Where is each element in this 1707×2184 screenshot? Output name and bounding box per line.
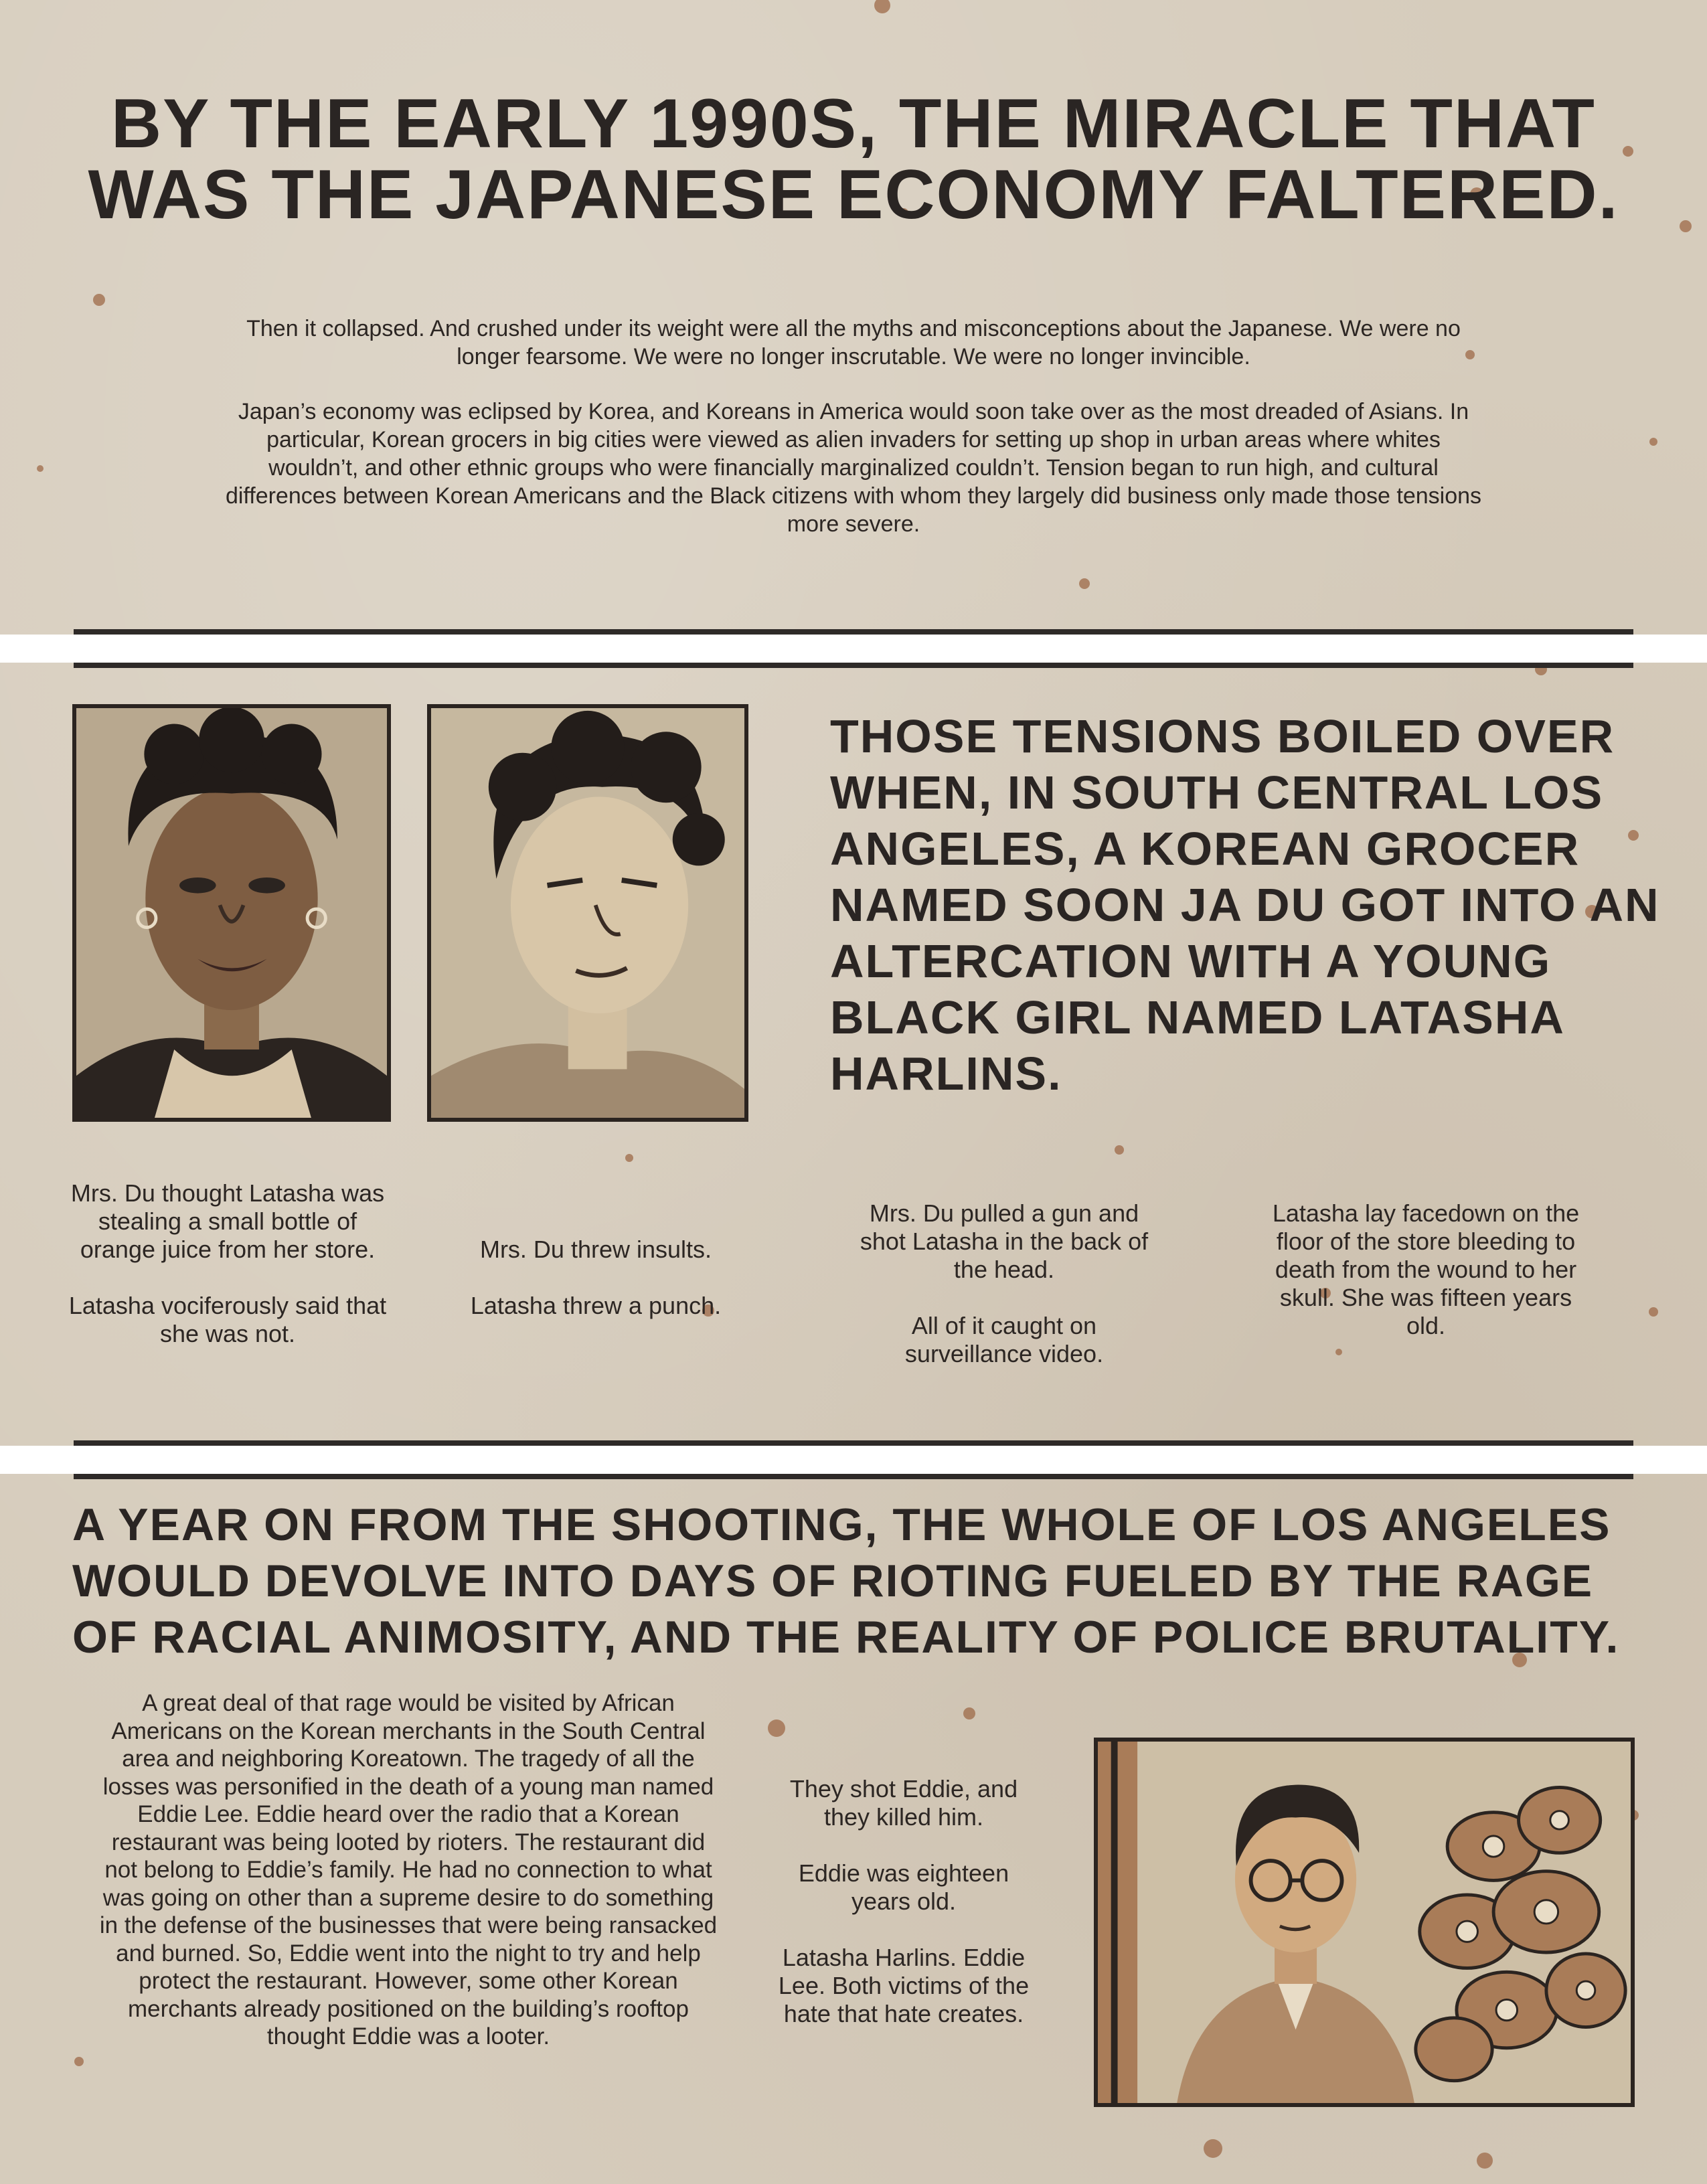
headline-year-on-rioting: A YEAR ON FROM THE SHOOTING, THE WHOLE OF LOS ANGELES WOULD DEVOLVE INTO DAYS OF RIOTING FUELED BY THE RAGE OF RACIAL ANIMOSITY, AND THE REALITY OF POLICE BRUTALITY.: [72, 1499, 1620, 1663]
caption-orange-juice: [60, 1179, 395, 1348]
caption-orange-juice-line1: Mrs. Du thought Latasha was stealing a small bottle of orange juice from her store.: [70, 1179, 385, 1263]
eddie-lee-paragraph: A great deal of that rage would be visited by African Americans on the Korean merchants in the South Central area and neighboring Koreatown. The tragedy of all the losses was personified in the death of a young man named Eddie Lee. Eddie heard over the radio that a Korean restaurant was being looted by rioters. The restaurant did not belong to Eddie’s family. He had no connection to what was going on other than a supreme desire to do something in the defense of the businesses that were being ransacked and burned. So, Eddie went into the night to try and help protect the restaurant. However, some other Korean merchants already positioned on the building’s rooftop thought Eddie was a looter.: [99, 1690, 718, 2049]
divider-band-bottom: [0, 1446, 1707, 1474]
illustration-eddie-lee: [1094, 1738, 1635, 2107]
headline-japanese-economy: BY THE EARLY 1990S, THE MIRACLE THAT WAS THE JAPANESE ECONOMY FALTERED.: [88, 85, 1619, 234]
divider-band-top: [0, 635, 1707, 663]
caption-gun-line2: All of it caught on surveillance video.: [904, 1312, 1104, 1367]
eddie-side-text-1: They shot Eddie, and they killed him.: [789, 1775, 1018, 1831]
caption-insults: [428, 1236, 763, 1320]
caption-facedown: [1272, 1199, 1580, 1340]
caption-insults-line2: Latasha threw a punch.: [470, 1292, 722, 1319]
caption-gun: [857, 1199, 1151, 1368]
intro-paragraph-korea: Japan’s economy was eclipsed by Korea, and Koreans in America would soon take over as the most dreaded of Asians. In particular, Korean grocers in big cities were viewed as alien invaders for setting up shop in urban areas where whites wouldn’t, and other ethnic groups who were financially marginalized couldn’t. Tension began to run high, and cultural differences between Korean Americans and the Black citizens with whom they largely did business only made those tensions more severe.: [225, 399, 1482, 537]
caption-insults-line1: Mrs. Du threw insults.: [479, 1236, 712, 1263]
eddie-side-text-2: Eddie was eighteen years old.: [798, 1859, 1009, 1915]
portrait-latasha-harlins: [72, 704, 391, 1122]
portrait-soon-ja-du: [427, 704, 748, 1122]
caption-orange-juice-line2: Latasha vociferously said that she was not.: [68, 1292, 387, 1347]
eddie-side-text: [777, 1775, 1031, 2028]
intro-paragraph-collapse: Then it collapsed. And crushed under its weight were all the myths and misconceptions about the Japanese. We were no longer fearsome. We were no longer inscrutable. We were no longer invincible.: [246, 316, 1461, 369]
caption-facedown-line1: Latasha lay facedown on the floor of the store bleeding to death from the wound to her skull. She was fifteen years old.: [1272, 1199, 1580, 1339]
headline-tensions-boiled-over: THOSE TENSIONS BOILED OVER WHEN, IN SOUTH CENTRAL LOS ANGELES, A KOREAN GROCER NAMED SOON JA DU GOT INTO AN ALTERCATION WITH A YOUNG BLACK GIRL NAMED LATASHA HARLINS.: [830, 710, 1660, 1100]
caption-gun-line1: Mrs. Du pulled a gun and shot Latasha in the back of the head.: [860, 1199, 1149, 1283]
eddie-side-text-3: Latasha Harlins. Eddie Lee. Both victims of the hate that hate creates.: [778, 1944, 1030, 2027]
